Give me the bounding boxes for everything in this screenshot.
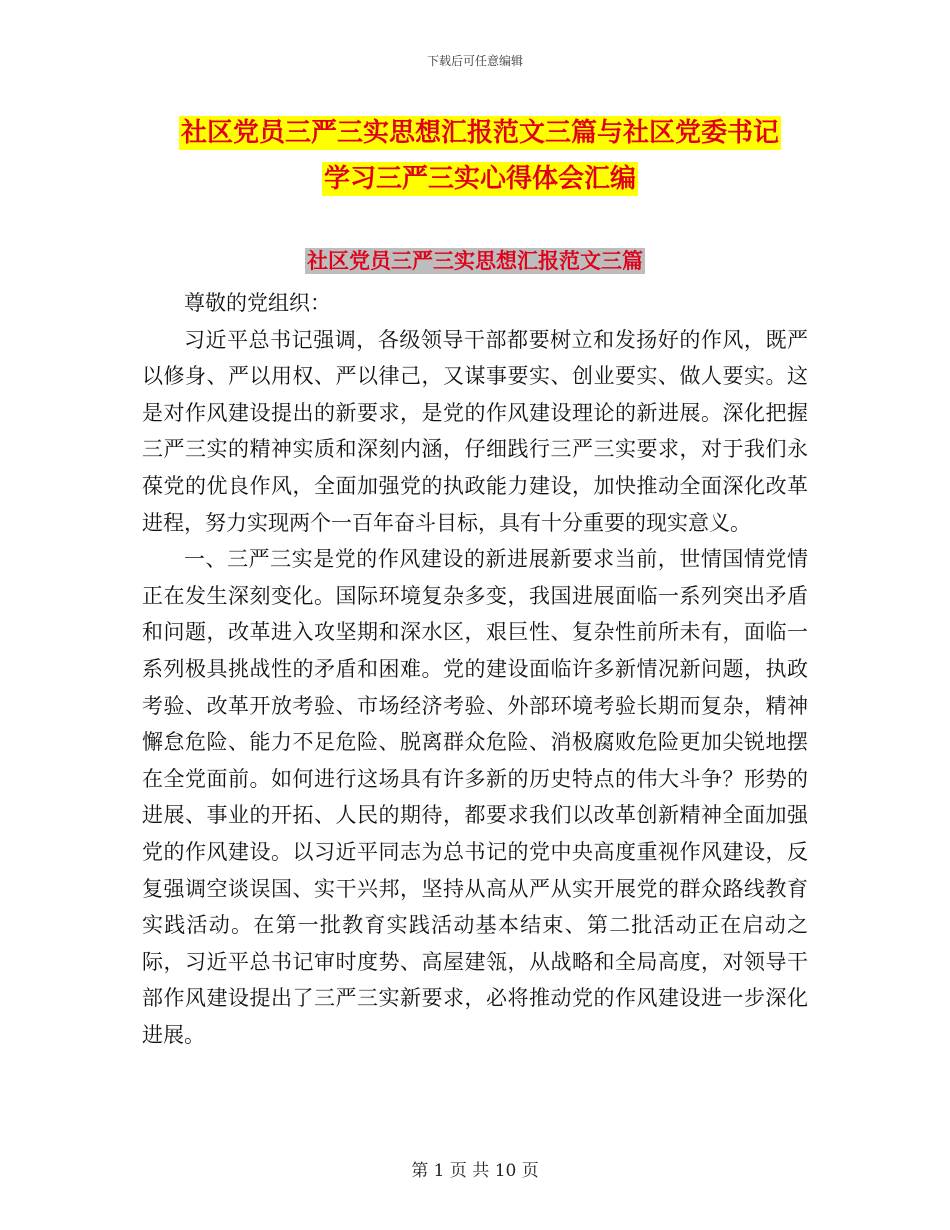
section-title xyxy=(0,244,950,278)
header-note: 下载后可任意编辑 xyxy=(426,54,523,68)
body-paragraph: 一、三严三实是党的作风建设的新进展新要求当前，世情国情党情正在发生深刻变化。国际环境复杂多变，我国进展面临一系列突出矛盾和问题，改革进入攻坚期和深水区，艰巨性、复杂性前所未有，面临一系列极具挑战性的矛盾和困难。党的建设面临许多新情况新问题，执政考验、改革开放考验、市场经济考验、外部环境考验长期而复杂，精神懈怠危险、能力不足危险、脱离群众危险、消极腐败危险更加尖锐地摆在全党面前。如何进行这场具有许多新的历史特点的伟大斗争？形势的进展、事业的开拓、人民的期待，都要求我们以改革创新精神全面加强党的作风建设。以习近平同志为总书记的党中央高度重视作风建设，反复强调空谈误国、实干兴邦，坚持从高从严从实开展党的群众路线教育实践活动。在第一批教育实践活动基本结束、第二批活动正在启动之际，习近平总书记审时度势、高屋建瓴，从战略和全局高度，对领导干部作风建设提出了三严三实新要求，必将推动党的作风建设进一步深化进展。 xyxy=(142,547,808,1047)
section-title-text: 社区党员三严三实思想汇报范文三篇 xyxy=(307,249,643,273)
document-title xyxy=(140,110,820,202)
document-title-line-1: 社区党员三严三实思想汇报范文三篇与社区党委书记 xyxy=(180,118,779,148)
document-body xyxy=(142,285,808,1053)
document-title-line-2: 学习三严三实心得体会汇编 xyxy=(323,164,636,194)
page-number-footer: 第 1 页 共 10 页 xyxy=(411,1161,539,1181)
salutation: 尊敬的党组织： xyxy=(184,291,331,315)
body-paragraph: 习近平总书记强调，各级领导干部都要树立和发扬好的作风，既严以修身、严以用权、严以律己，又谋事要实、创业要实、做人要实。这是对作风建设提出的新要求，是党的作风建设理论的新进展。深化把握三严三实的精神实质和深刻内涵，仔细践行三严三实要求，对于我们永葆党的优良作风，全面加强党的执政能力建设，加快推动全面深化改革进程，努力实现两个一百年奋斗目标，具有十分重要的现实意义。 xyxy=(142,327,808,535)
